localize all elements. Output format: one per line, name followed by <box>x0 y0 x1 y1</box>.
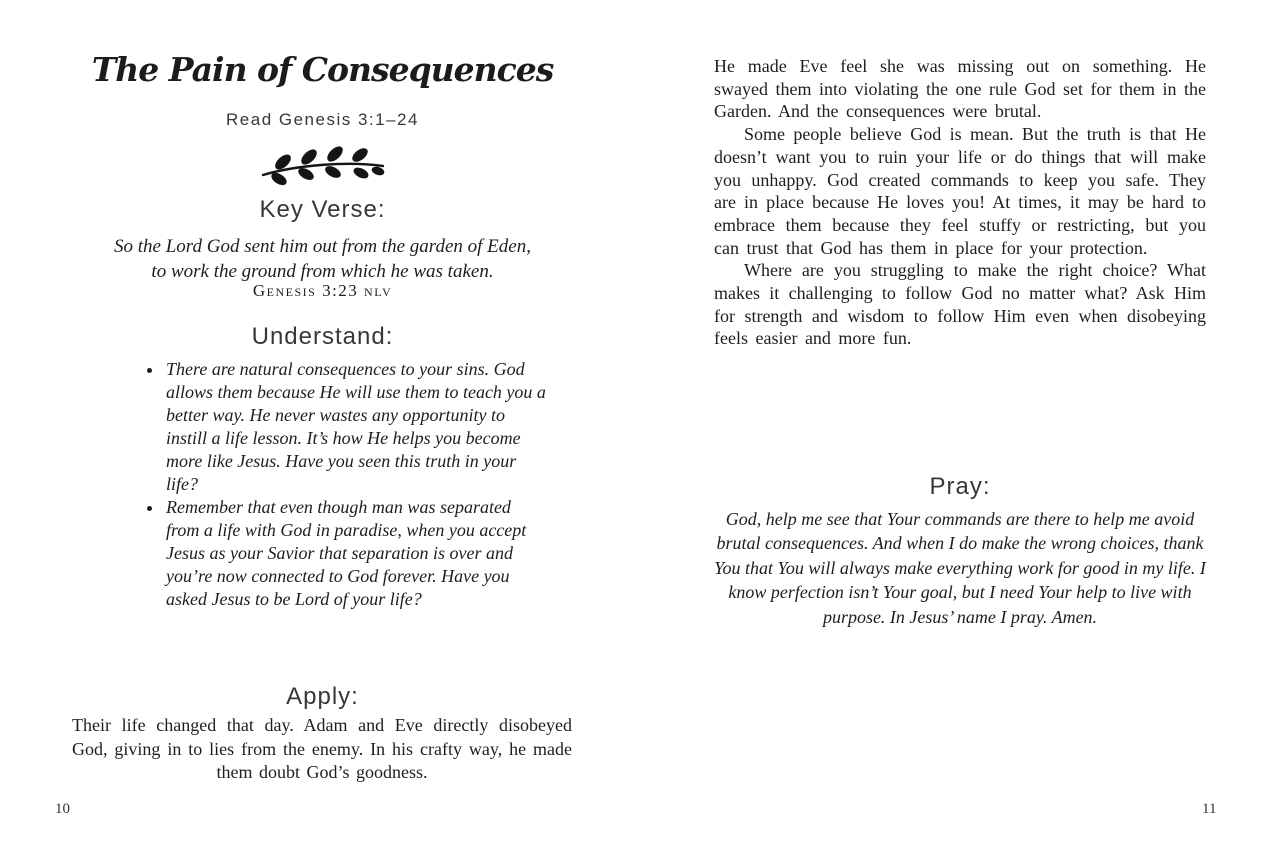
chapter-title: The Pain of Consequences <box>91 50 554 89</box>
body-paragraph: He made Eve feel she was missing out on something. He swayed them into violating the one rule God set for them in the Garden. And the consequences were brutal. <box>714 56 1206 122</box>
key-verse-text <box>60 234 585 284</box>
read-reference: Read Genesis 3:1–24 <box>226 110 419 129</box>
pray-heading: Pray: <box>929 473 991 500</box>
bullet-item: • There are natural consequences to your sins. God allows them because He will use them to teach you a better way. He never wastes any opportunity to instill a life lesson. It’s how He helps you become more like Jesus. Have you seen this truth in your life? <box>164 358 546 496</box>
page-number-left: 10 <box>55 801 70 817</box>
laurel-branch-icon <box>60 140 585 188</box>
prayer-text: God, help me see that Your commands are there to help me avoid brutal consequences. And when I do make the wrong choices, thank You that You will always make everything work for good in my life. I know perfection isn’t Your goal, but I need Your help to live with purpose. In Jesus’ name I pray. Amen. <box>714 509 1206 627</box>
page-number-right: 11 <box>1202 801 1217 817</box>
bullet-item: • Remember that even though man was separated from a life with God in paradise, when you accept Jesus as your Savior that separation is over and you’re now connected to God forever. Have you asked Jesus to be Lord of your life? <box>164 496 546 611</box>
apply-text: Their life changed that day. Adam and Eve directly disobeyed God, giving in to lies from the enemy. In his crafty way, he made them doubt God’s goodness. <box>72 715 572 782</box>
verse-reference: Genesis 3:23 nlv <box>252 281 393 300</box>
understand-bullet-list <box>142 358 546 611</box>
body-paragraph: Some people believe God is mean. But the truth is that He doesn’t want you to ruin your life or do things that will make you unhappy. God created commands to keep you safe. They are in place because He loves you! At times, it may be hard to embrace them because they feel stuffy or restricting, but you can trust that God has them in place for your protection. <box>714 124 1206 258</box>
understand-heading: Understand: <box>251 323 394 350</box>
key-verse-line: So the Lord God sent him out from the garden of Eden, <box>114 236 531 257</box>
body-text-block <box>714 55 1206 350</box>
apply-heading: Apply: <box>286 683 359 710</box>
body-paragraph: Where are you struggling to make the right choice? What makes it challenging to follow God no matter what? Ask Him for strength and wisdom to follow Him even when disobeying feels easier and more fun. <box>714 260 1206 349</box>
key-verse-heading: Key Verse: <box>259 196 386 223</box>
key-verse-line: to work the ground from which he was taken. <box>151 261 494 282</box>
